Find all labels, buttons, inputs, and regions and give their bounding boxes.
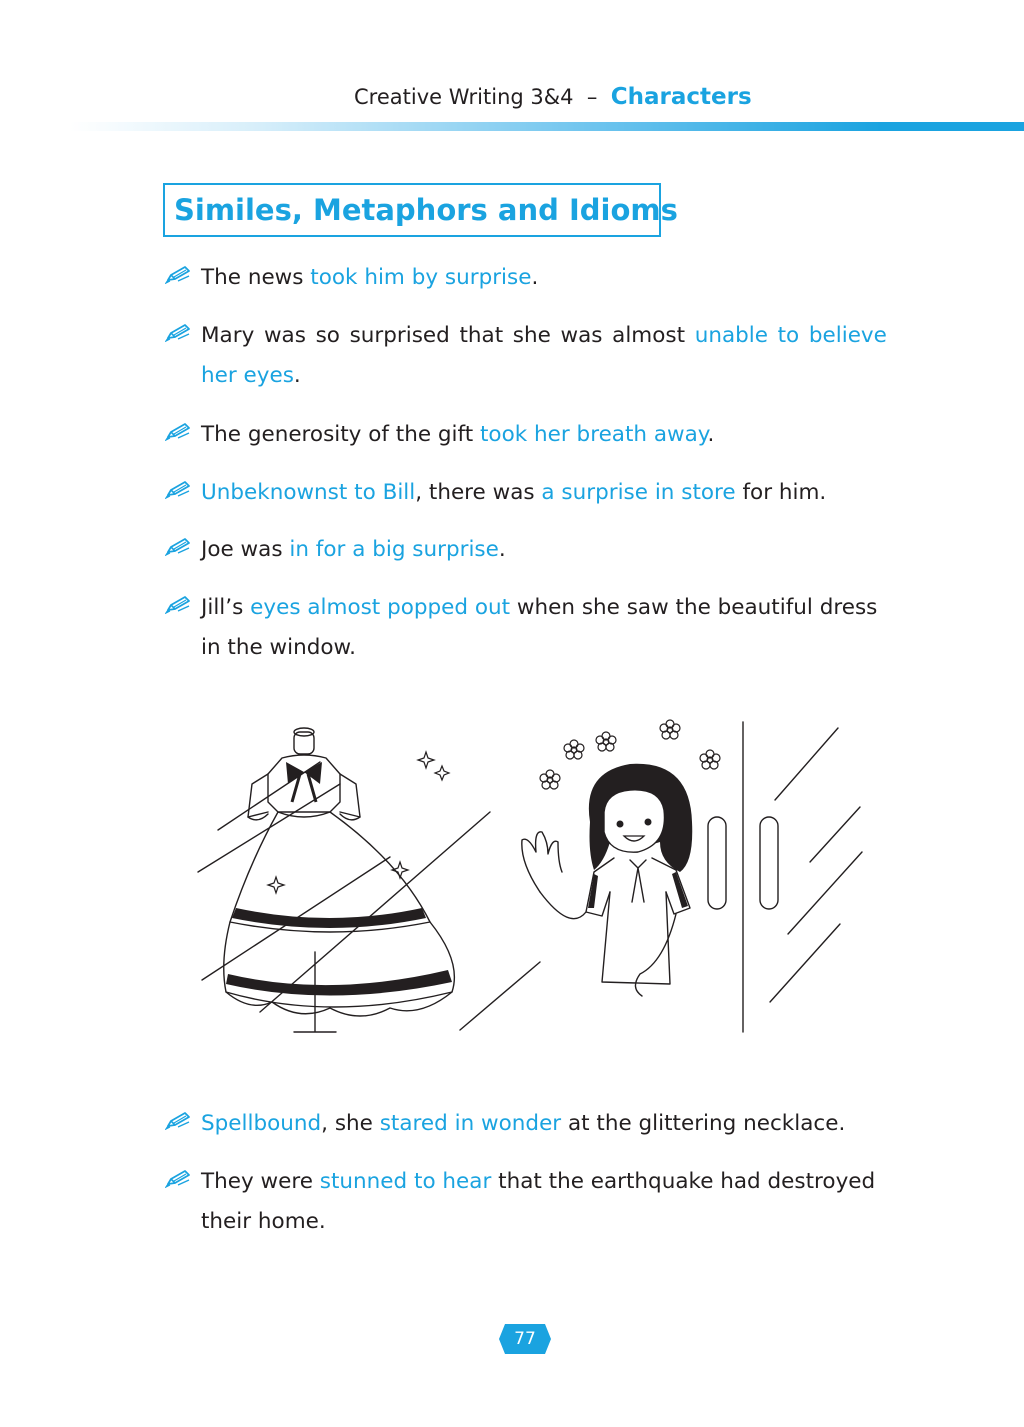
item-text-continued: their home.	[201, 1209, 326, 1234]
pencil-icon	[165, 322, 191, 342]
item-text: They were stunned to hear that the earthquake had destroyed	[201, 1169, 876, 1194]
item-text-continued: in the window.	[201, 635, 356, 660]
header-book: Creative Writing 3&4	[354, 85, 574, 109]
girl-at-shop-window-illustration	[190, 712, 870, 1042]
pencil-icon	[165, 536, 191, 556]
item-text: The news took him by surprise.	[201, 265, 539, 290]
item-text: The generosity of the gift took her breath away.	[201, 422, 715, 447]
item-text: Jill’s eyes almost popped out when she saw the beautiful dress	[201, 595, 878, 620]
header-bar	[70, 122, 1024, 131]
header-separator: –	[586, 85, 598, 109]
pencil-icon	[165, 421, 191, 441]
item-text: Joe was in for a big surprise.	[201, 537, 506, 562]
pencil-icon	[165, 594, 191, 614]
page-number: 77	[514, 1329, 536, 1349]
item-text: Spellbound, she stared in wonder at the glittering necklace.	[201, 1111, 846, 1136]
page-number-badge	[499, 1324, 551, 1354]
pencil-icon	[165, 479, 191, 499]
item-text: Mary was so surprised that she was almost unable to believe	[201, 323, 887, 348]
pencil-icon	[165, 264, 191, 284]
pencil-icon	[165, 1110, 191, 1130]
pencil-icon	[165, 1168, 191, 1188]
section-title: Similes, Metaphors and Idioms	[174, 193, 678, 227]
header-chapter: Characters	[610, 84, 752, 110]
item-text: Unbeknownst to Bill, there was a surprise in store for him.	[201, 480, 827, 505]
page-header	[0, 80, 1024, 120]
item-text-continued: her eyes.	[201, 363, 301, 388]
section-title-box	[163, 183, 678, 237]
header-title	[354, 84, 752, 110]
